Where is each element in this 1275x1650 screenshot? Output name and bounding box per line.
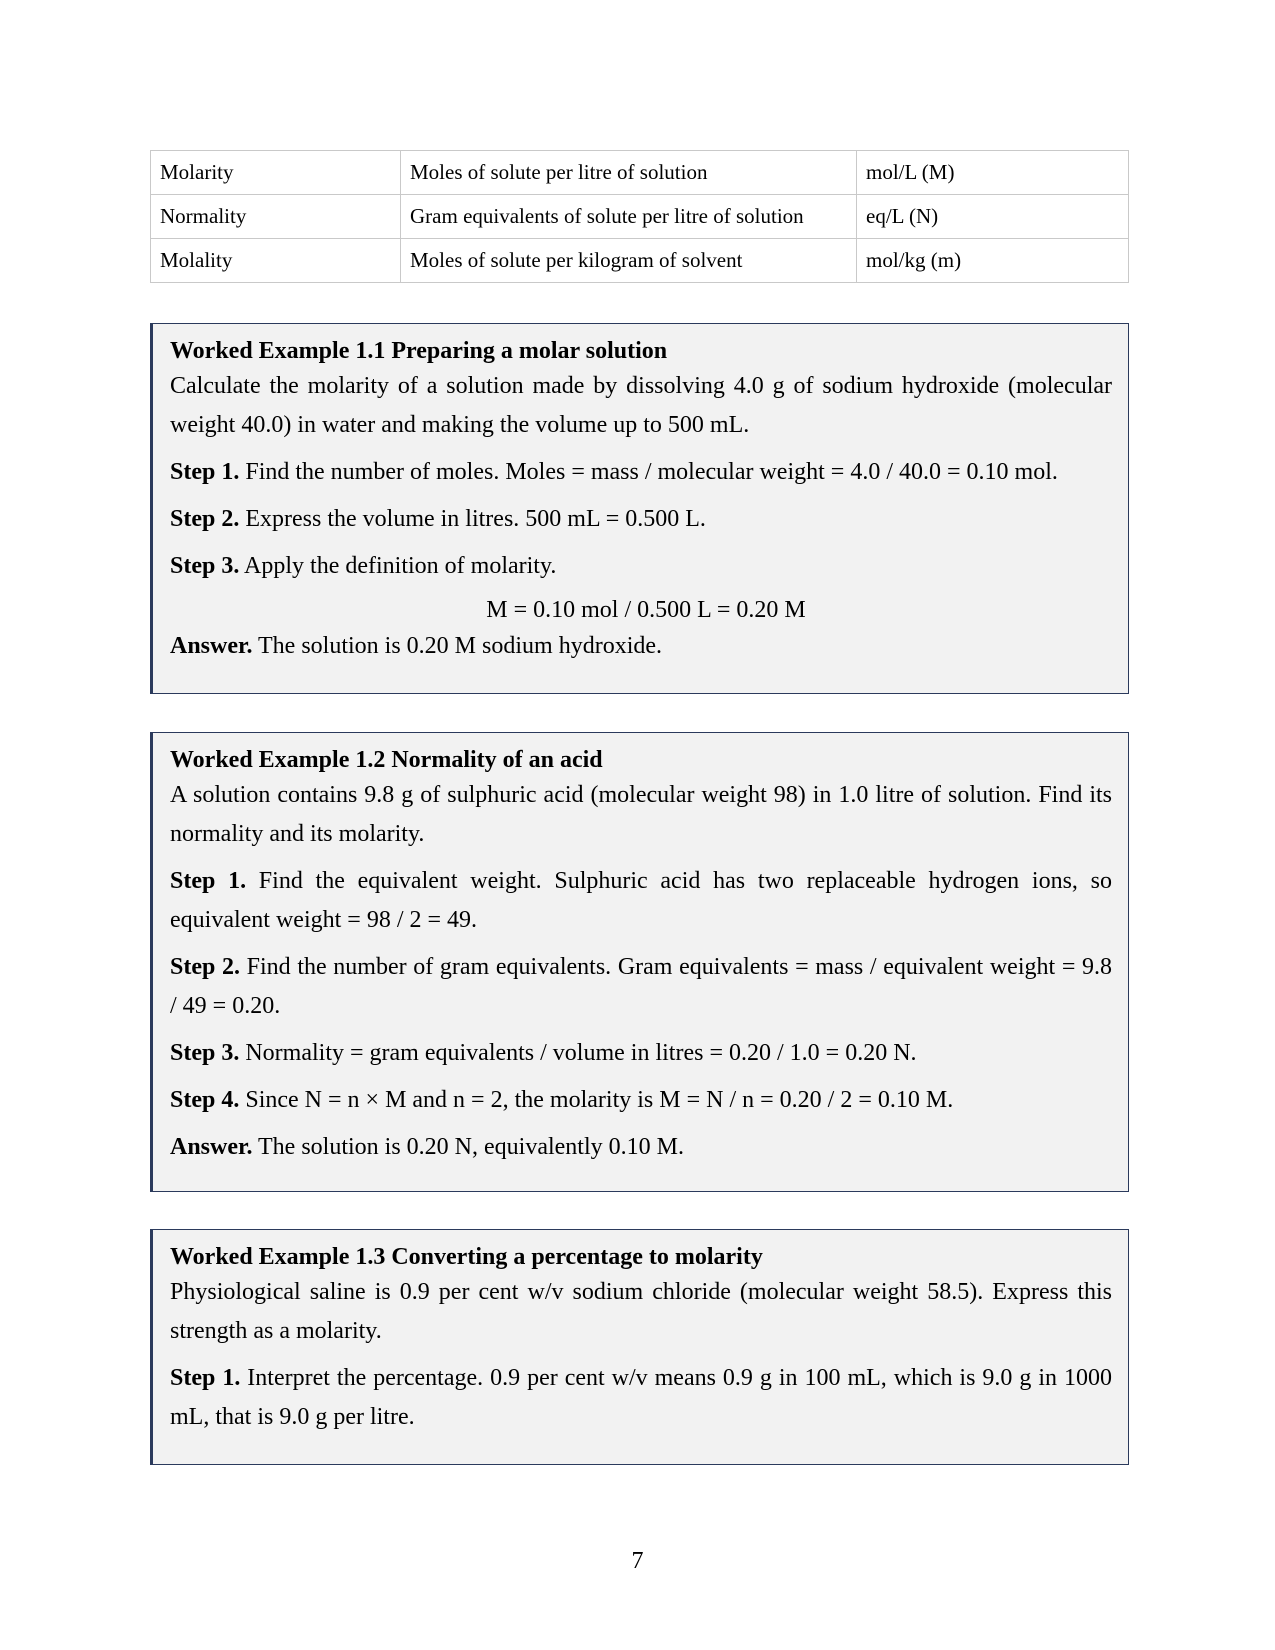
step-label: Step 1.: [170, 1365, 241, 1391]
answer-label: Answer.: [170, 1134, 253, 1160]
worked-example-box: [150, 1229, 1129, 1465]
table-row: [151, 239, 1129, 283]
step-label: Step 4.: [170, 1087, 240, 1113]
example-heading: Worked Example 1.3 Converting a percentage to molarity: [170, 1244, 763, 1270]
step-label: Step 2.: [170, 506, 240, 532]
example-step: [170, 862, 1112, 940]
table-row: [151, 195, 1129, 239]
example-step: [170, 500, 1112, 539]
worked-example-box: [150, 323, 1129, 694]
step-label: Step 1.: [170, 459, 240, 485]
answer-text: The solution is 0.20 M sodium hydroxide.: [252, 633, 663, 659]
table-row: [151, 151, 1129, 195]
table-cell: Molality: [151, 239, 401, 283]
table-cell: Moles of solute per litre of solution: [401, 151, 857, 195]
step-text: Normality = gram equivalents / volume in litres = 0.20 / 1.0 = 0.20 N.: [239, 1040, 917, 1066]
step-label: Step 1.: [170, 868, 247, 894]
step-text: Find the equivalent weight. Sulphuric acid has two replaceable hydrogen ions, so equivalent weight = 98 / 2 = 49.: [170, 868, 1112, 933]
example-intro: A solution contains 9.8 g of sulphuric acid (molecular weight 98) in 1.0 litre of solution. Find its normality and its molarity.: [170, 782, 1112, 847]
example-equation: M = 0.10 mol / 0.500 L = 0.20 M: [486, 597, 806, 623]
step-label: Step 3.: [170, 1040, 240, 1066]
step-label: Step 2.: [170, 954, 240, 980]
step-label: Step 3.: [170, 553, 240, 579]
table-cell: eq/L (N): [857, 195, 1129, 239]
answer-text: The solution is 0.20 N, equivalently 0.10 M.: [252, 1134, 684, 1160]
example-step: [170, 1034, 1112, 1073]
concentration-units-table: [150, 150, 1129, 283]
table-cell: Normality: [151, 195, 401, 239]
table-cell: mol/kg (m): [857, 239, 1129, 283]
example-step: [170, 547, 1112, 586]
step-text: Interpret the percentage. 0.9 per cent w/v means 0.9 g in 100 mL, which is 9.0 g in 1000 mL, that is 9.0 g per litre.: [170, 1365, 1112, 1430]
example-step: [170, 1359, 1112, 1437]
step-text: Since N = n × M and n = 2, the molarity is M = N / n = 0.20 / 2 = 0.10 M.: [239, 1087, 954, 1113]
example-heading: Worked Example 1.2 Normality of an acid: [170, 747, 603, 773]
answer-label: Answer.: [170, 633, 253, 659]
step-text: Express the volume in litres. 500 mL = 0.500 L.: [239, 506, 706, 532]
example-intro: Calculate the molarity of a solution made by dissolving 4.0 g of sodium hydroxide (molecular weight 40.0) in water and making the volume up to 500 mL.: [170, 373, 1112, 438]
table-cell: mol/L (M): [857, 151, 1129, 195]
example-answer: [170, 1128, 1112, 1167]
step-text: Find the number of gram equivalents. Gram equivalents = mass / equivalent weight = 9.8 / 49 = 0.20.: [170, 954, 1113, 1019]
worked-example-box: [150, 732, 1129, 1192]
table-cell: Molarity: [151, 151, 401, 195]
step-text: Apply the definition of molarity.: [239, 553, 557, 579]
example-heading: Worked Example 1.1 Preparing a molar solution: [170, 338, 668, 364]
table-cell: Gram equivalents of solute per litre of solution: [401, 195, 857, 239]
example-answer: [170, 627, 1112, 666]
step-text: Find the number of moles. Moles = mass / molecular weight = 4.0 / 40.0 = 0.10 mol.: [239, 459, 1058, 485]
page-number: 7: [631, 1548, 644, 1574]
example-step: [170, 453, 1112, 492]
table-cell: Moles of solute per kilogram of solvent: [401, 239, 857, 283]
example-step: [170, 1081, 1112, 1120]
example-intro: Physiological saline is 0.9 per cent w/v sodium chloride (molecular weight 58.5). Express this strength as a molarity.: [170, 1279, 1112, 1344]
example-step: [170, 948, 1112, 1026]
